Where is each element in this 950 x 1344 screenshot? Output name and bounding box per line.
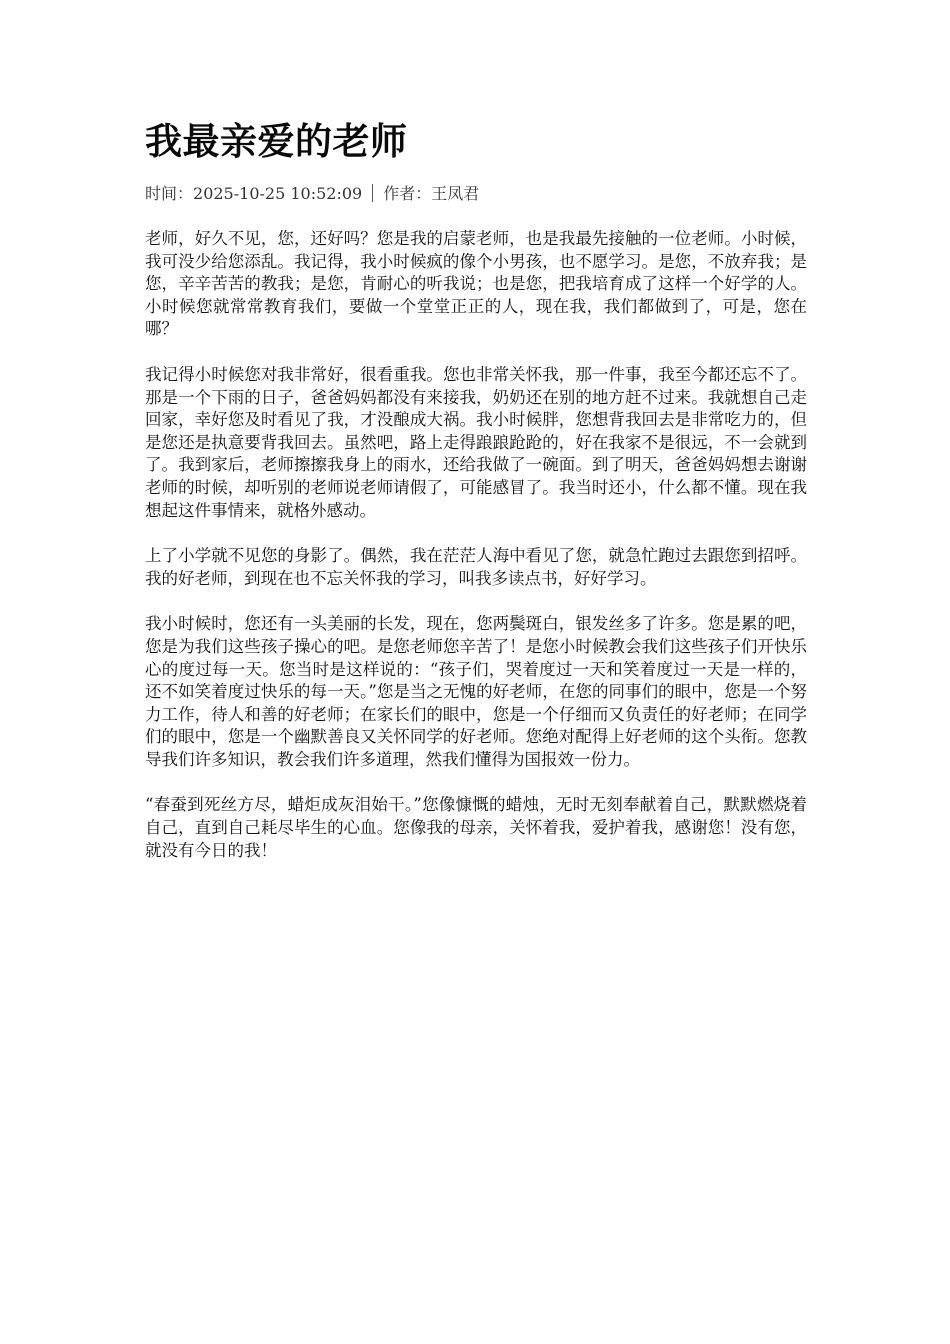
paragraph: “春蚕到死丝方尽，蜡炬成灰泪始干。”您像慷慨的蜡烛，无时无刻奉献着自己，默默燃烧着自己，直到自己耗尽毕生的心血。您像我的母亲，关怀着我，爱护着我，感谢您！没有您，就没有今日的我！ bbox=[145, 795, 807, 860]
article-meta bbox=[145, 183, 807, 205]
page-title: 我最亲爱的老师 bbox=[145, 120, 408, 163]
paragraph: 我记得小时候您对我非常好，很看重我。您也非常关怀我，那一件事，我至今都还忘不了。那是一个下雨的日子，爸爸妈妈都没有来接我，奶奶还在别的地方赶不过来。我就想自己走回家，幸好您及时看见了我，才没酿成大祸。我小时候胖，您想背我回去是非常吃力的，但是您还是执意要背我回去。虽然吧，路上走得踉踉跄跄的，好在我家不是很远，不一会就到了。我到家后，老师擦擦我身上的雨水，还给我做了一碗面。到了明天，爸爸妈妈想去谢谢老师的时候，却听别的老师说老师请假了，可能感冒了。我当时还小，什么都不懂。现在我想起这件事情来，就格外感动。 bbox=[145, 364, 807, 520]
article-body bbox=[145, 228, 807, 862]
paragraph: 老师，好久不见，您，还好吗？您是我的启蒙老师，也是我最先接触的一位老师。小时候，我可没少给您添乱。我记得，我小时候疯的像个小男孩，也不愿学习。是您，不放弃我；是您，辛辛苦苦的教我；是您，肯耐心的听我说；也是您，把我培育成了这样一个好学的人。小时候您就常常教育我们，要做一个堂堂正正的人，现在我，我们都做到了，可是，您在哪？ bbox=[145, 229, 807, 339]
author-label: 作者： bbox=[383, 184, 432, 203]
time-value: 2025-10-25 10:52:09 bbox=[193, 184, 363, 203]
meta-divider bbox=[372, 184, 373, 202]
paragraph: 我小时候时，您还有一头美丽的长发，现在，您两鬓斑白，银发丝多了许多。您是累的吧，您是为我们这些孩子操心的吧。是您老师您辛苦了！是您小时候教会我们这些孩子们开快乐心的度过每一天。您当时是这样说的：“孩子们，哭着度过一天和笑着度过一天是一样的，还不如笑着度过快乐的每一天。”您是当之无愧的好老师，在您的同事们的眼中，您是一个努力工作，待人和善的好老师；在家长们的眼中，您是一个仔细而又负责任的好老师；在同学们的眼中，您是一个幽默善良又关怀同学的好老师。您绝对配得上好老师的这个头衔。您教导我们许多知识，教会我们许多道理，然我们懂得为国报效一份力。 bbox=[145, 614, 807, 769]
author-value: 王凤君 bbox=[431, 184, 480, 203]
time-label: 时间： bbox=[145, 184, 194, 203]
article bbox=[145, 118, 807, 885]
paragraph: 上了小学就不见您的身影了。偶然，我在茫茫人海中看见了您，就急忙跑过去跟您到招呼。我的好老师，到现在也不忘关怀我的学习，叫我多读点书，好好学习。 bbox=[145, 546, 807, 588]
